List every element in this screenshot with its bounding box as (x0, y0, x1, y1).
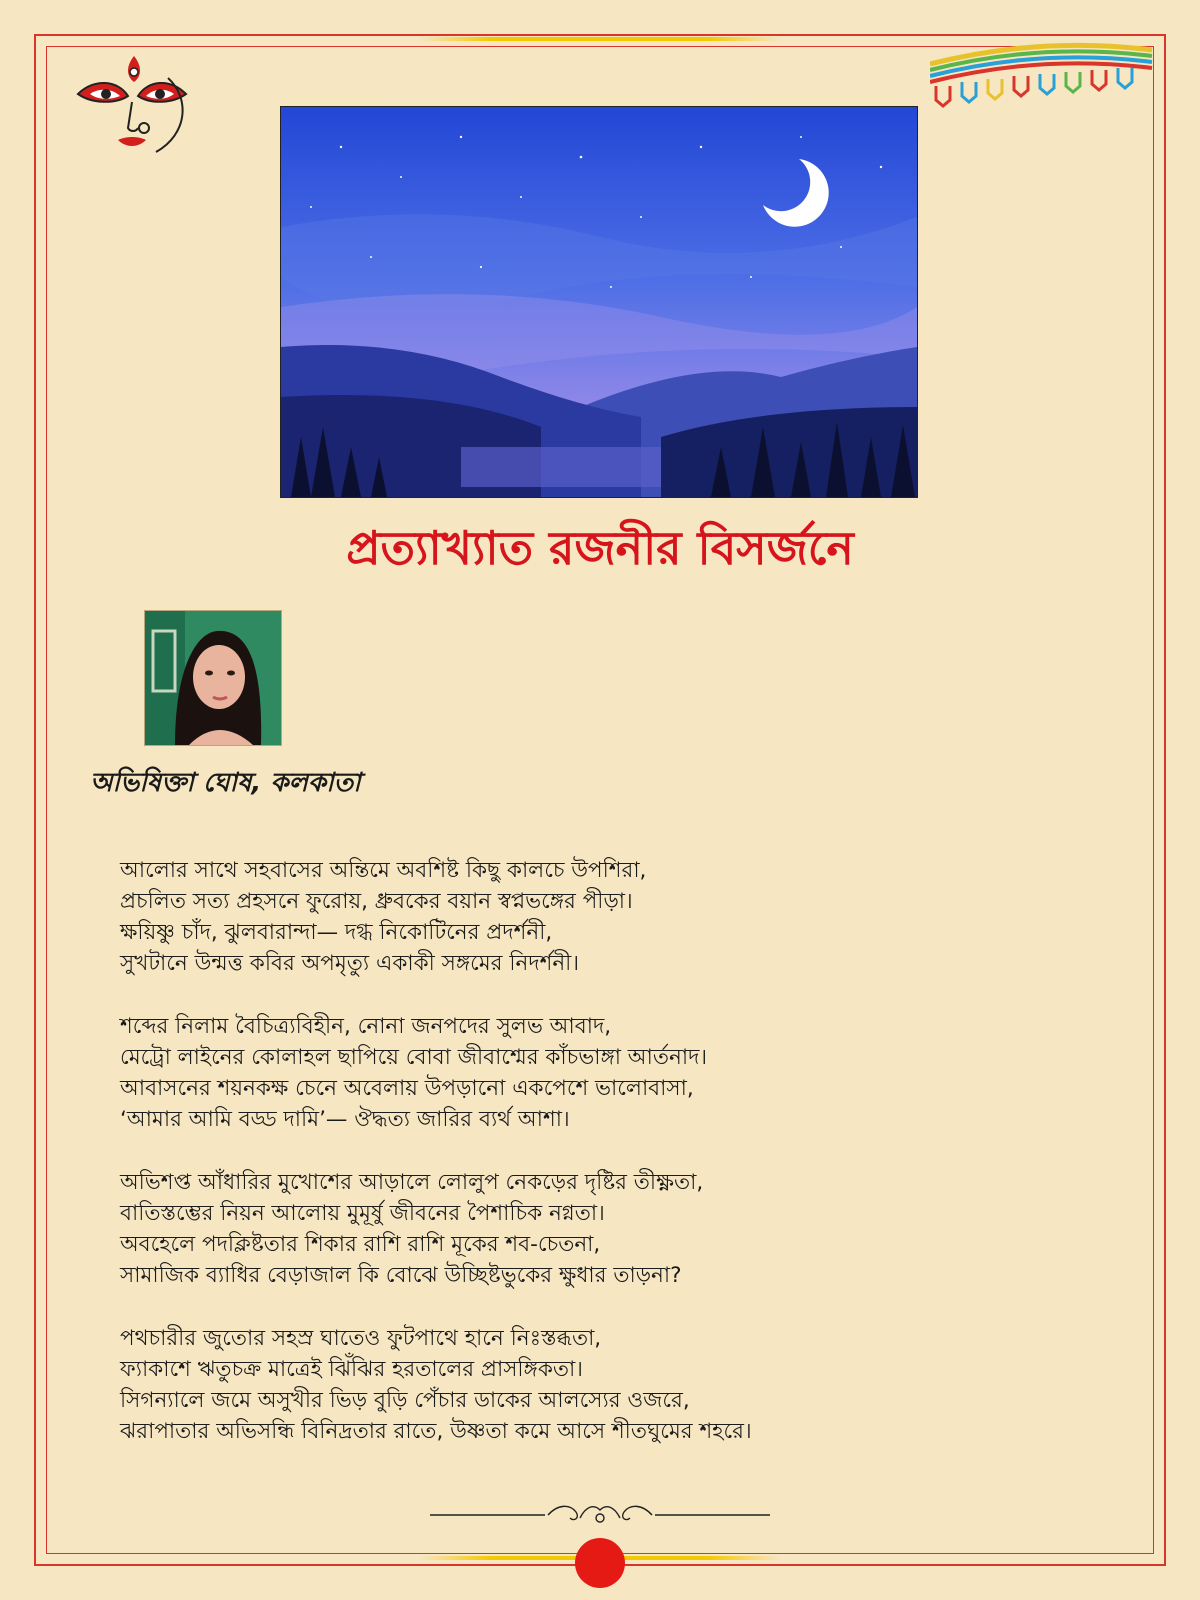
poem-line: পথচারীর জুতোর সহস্র ঘাতেও ফুটপাথে হানে নিঃস্তব্ধতা, (120, 1326, 602, 1351)
poem-line: ক্ষয়িষ্ণু চাঁদ, ঝুলবারান্দা— দগ্ধ নিকোটিনের প্রদর্শনী, (120, 920, 553, 945)
stanza (120, 1011, 1020, 1135)
poem-line: আলোর সাথে সহবাসের অন্তিমে অবশিষ্ট কিছু কালচে উপশিরা, (120, 858, 647, 883)
top-gold-band (420, 37, 780, 41)
author-portrait (144, 610, 282, 746)
poem-line: আবাসনের শয়নকক্ষ চেনে অবেলায় উপড়ানো একপেশে ভালোবাসা, (120, 1076, 694, 1101)
poem-line: ঝরাপাতার অভিসন্ধি বিনিদ্রতার রাতে, উষ্ণতা কমে আসে শীতঘুমের শহরে। (120, 1419, 752, 1444)
poem-line: সুখটানে উন্মত্ত কবির অপমৃত্যু একাকী সঙ্গমের নিদর্শনী। (120, 951, 580, 976)
poem-line: অবহেলে পদক্লিষ্টতার শিকার রাশি রাশি মূকের শব-চেতনা, (120, 1232, 601, 1257)
poem-line: ‘আমার আমি বড্ড দামি’— ঔদ্ধত্য জারির ব্যর্থ আশা। (120, 1107, 570, 1132)
poem-line: ফ্যাকাশে ঋতুচক্র মাত্রেই ঝিঁঝির হরতালের প্রাসঙ্গিকতা। (120, 1357, 583, 1382)
red-seal-dot (575, 1538, 625, 1588)
poem-line: সিগন্যালে জমে অসুখীর ভিড় বুড়ি পেঁচার ডাকের আলস্যের ওজরে, (120, 1388, 690, 1413)
poem-line: প্রচলিত সত্য প্রহসনে ফুরোয়, ধ্রুবকের বয়ান স্বপ্নভঙ্গের পীড়া। (120, 889, 633, 914)
poem-line: সামাজিক ব্যাধির বেড়াজাল কি বোঝে উচ্ছিষ্টভুকের ক্ষুধার তাড়না? (120, 1263, 682, 1288)
author-name: অভিষিক্তা ঘোষ, কলকাতা (90, 768, 361, 798)
poem-title: প্রত্যাখ্যাত রজনীর বিসর্জনে (346, 521, 854, 575)
poem-line: মেট্রো লাইনের কোলাহল ছাপিয়ে বোবা জীবাশ্মের কাঁচভাঙ্গা আর্তনাদ। (120, 1045, 708, 1070)
poem-line: বাতিস্তম্ভের নিয়ন আলোয় মুমূর্ষু জীবনের পৈশাচিক নগ্নতা। (120, 1201, 605, 1226)
stanza (120, 1323, 1020, 1447)
goddess-face-icon (72, 48, 192, 160)
poem-line: শব্দের নিলাম বৈচিত্র্যবিহীন, নোনা জনপদের সুলভ আবাদ, (120, 1014, 612, 1039)
poem-line: অভিশপ্ত আঁধারির মুখোশের আড়ালে লোলুপ নেকড়ের দৃষ্টির তীক্ষ্ণতা, (120, 1170, 704, 1195)
stanza (120, 855, 1020, 979)
poem-body (120, 855, 1020, 1479)
ornament-divider-icon (430, 1500, 770, 1530)
night-landscape-image (280, 106, 918, 498)
garland-decoration-icon (930, 42, 1160, 120)
stanza (120, 1167, 1020, 1291)
